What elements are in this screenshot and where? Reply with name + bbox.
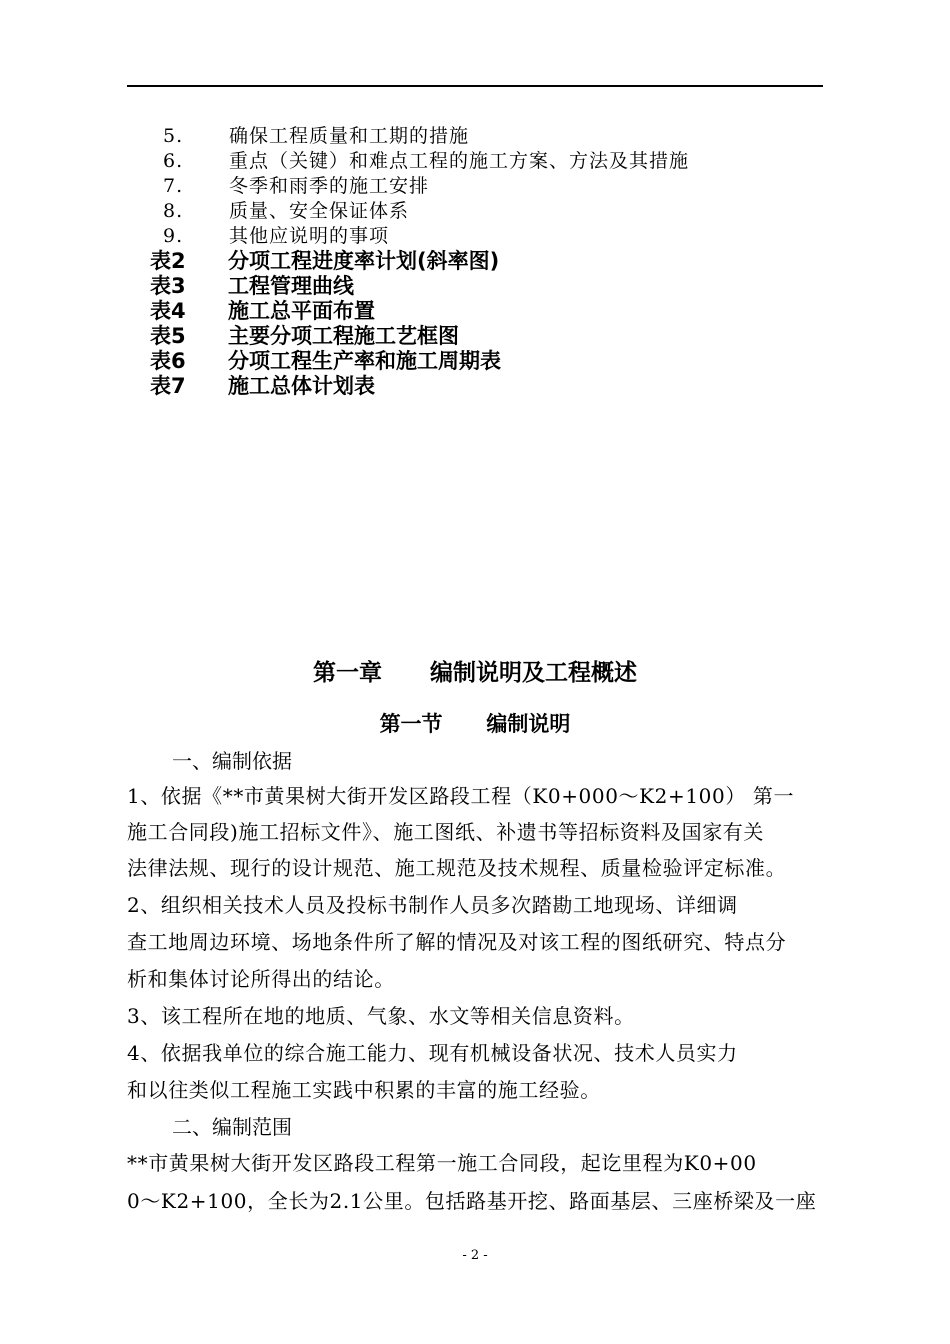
body-line: 析和集体讨论所得出的结论。 bbox=[127, 967, 395, 991]
body-line: 和以往类似工程施工实践中积累的丰富的施工经验。 bbox=[127, 1078, 601, 1102]
body-line: 0～K2+100，全长为2.1公里。包括路基开挖、路面基层、三座桥梁及一座 bbox=[127, 1189, 817, 1213]
toc-table-item: 表2 分项工程进度率计划(斜率图) bbox=[150, 249, 500, 273]
toc-item: 9. 其他应说明的事项 bbox=[163, 225, 390, 247]
toc-table-item: 表4 施工总平面布置 bbox=[150, 299, 375, 323]
toc-table-item: 表7 施工总体计划表 bbox=[150, 374, 375, 398]
body-line: 2、组织相关技术人员及投标书制作人员多次踏勘工地现场、详细调 bbox=[127, 893, 738, 917]
toc-table-item: 表3 工程管理曲线 bbox=[150, 274, 354, 298]
body-line: 查工地周边环境、场地条件所了解的情况及对该工程的图纸研究、特点分 bbox=[127, 930, 787, 954]
body-line: 1、依据《**市黄果树大街开发区路段工程（K0+000～K2+100） 第一 bbox=[127, 784, 795, 808]
body-line: 施工合同段)施工招标文件》、施工图纸、补遗书等招标资料及国家有关 bbox=[127, 820, 765, 844]
body-line: 4、依据我单位的综合施工能力、现有机械设备状况、技术人员实力 bbox=[127, 1041, 738, 1065]
body-line: 法律法规、现行的设计规范、施工规范及技术规程、质量检验评定标准。 bbox=[127, 856, 787, 880]
toc-table-item: 表5 主要分项工程施工艺框图 bbox=[150, 324, 459, 348]
toc-item: 7. 冬季和雨季的施工安排 bbox=[163, 175, 430, 197]
body-line: 3、该工程所在地的地质、气象、水文等相关信息资料。 bbox=[127, 1004, 635, 1028]
header-rule bbox=[127, 85, 823, 87]
toc-item: 5. 确保工程质量和工期的措施 bbox=[163, 125, 470, 147]
body-line: **市黄果树大街开发区路段工程第一施工合同段，起讫里程为K0+00 bbox=[127, 1151, 757, 1175]
toc-item: 6. 重点（关键）和难点工程的施工方案、方法及其措施 bbox=[163, 150, 690, 172]
toc-table-item: 表6 分项工程生产率和施工周期表 bbox=[150, 349, 501, 373]
heading-basis: 一、编制依据 bbox=[172, 749, 292, 773]
section-title: 第一节 编制说明 bbox=[379, 712, 571, 736]
page-number: - 2 - bbox=[462, 1248, 488, 1263]
heading-scope: 二、编制范围 bbox=[172, 1115, 292, 1139]
chapter-title: 第一章 编制说明及工程概述 bbox=[312, 660, 638, 686]
toc-item: 8. 质量、安全保证体系 bbox=[163, 200, 410, 222]
